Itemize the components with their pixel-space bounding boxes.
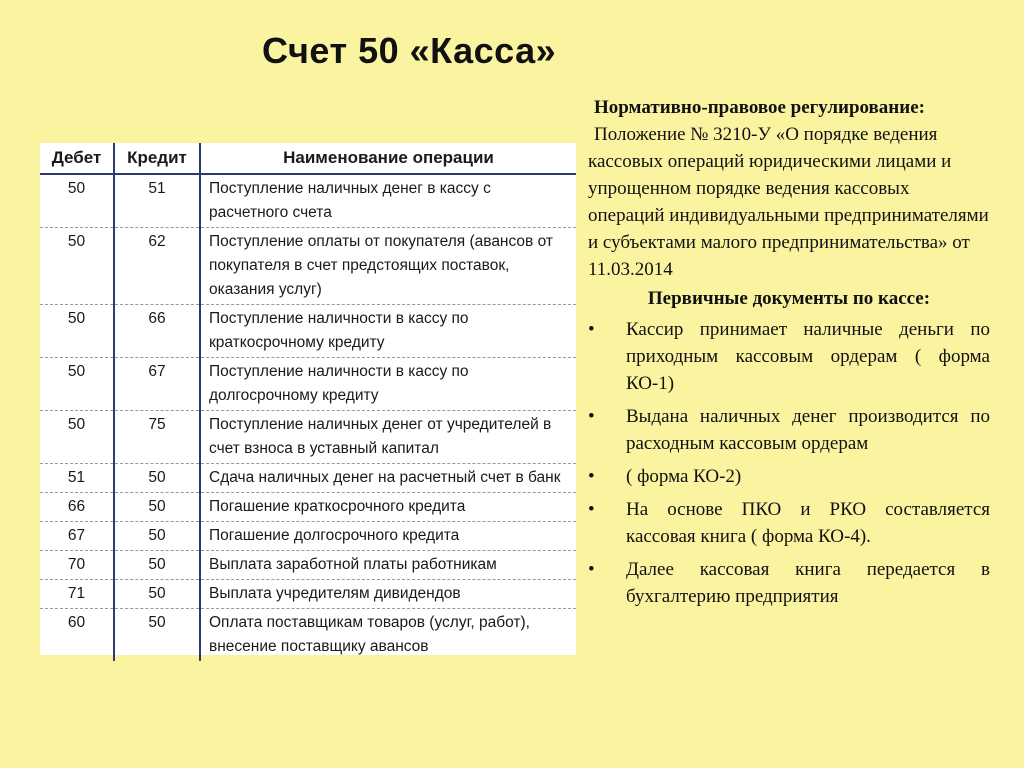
operations-table-container: [40, 143, 576, 655]
operation-cell: Поступление наличности в кассу по краткосрочному кредиту: [209, 310, 469, 351]
credit-cell: 50: [114, 580, 200, 609]
operation-cell: Выплата заработной платы работникам: [209, 556, 497, 573]
debit-cell: 50: [40, 411, 114, 464]
bullet-icon: •: [588, 466, 595, 487]
debit-cell: 60: [40, 609, 114, 662]
debit-cell: 71: [40, 580, 114, 609]
table-row: [40, 305, 576, 358]
debit-cell: 50: [40, 228, 114, 305]
table-row: [40, 493, 576, 522]
operations-table: [40, 143, 576, 661]
operation-cell: Поступление оплаты от покупателя (авансов от покупателя в счет предстоящих поставок, оказания услуг): [209, 233, 553, 298]
table-row: [40, 411, 576, 464]
credit-cell: 50: [114, 609, 200, 662]
primary-docs-heading: Первичные документы по кассе:: [647, 288, 931, 309]
info-panel: [588, 94, 990, 616]
table-row: [40, 174, 576, 228]
header-credit: Кредит: [114, 143, 200, 174]
list-item-text: На основе ПКО и РКО составляется кассовая книга ( форма КО-4).: [626, 499, 990, 547]
credit-cell: 50: [114, 522, 200, 551]
primary-docs-list: [588, 316, 990, 610]
debit-cell: 67: [40, 522, 114, 551]
table-row: [40, 358, 576, 411]
debit-cell: 70: [40, 551, 114, 580]
credit-cell: 67: [114, 358, 200, 411]
debit-cell: 50: [40, 305, 114, 358]
operation-cell: Сдача наличных денег на расчетный счет в банк: [209, 469, 561, 486]
credit-cell: 51: [114, 174, 200, 228]
operation-cell: Выплата учредителям дивидендов: [209, 585, 461, 602]
operation-cell: Погашение долгосрочного кредита: [209, 527, 460, 544]
operation-cell: Поступление наличных денег в кассу с расчетного счета: [209, 180, 491, 221]
table-row: [40, 609, 576, 662]
list-item-text: Выдана наличных денег производится по расходным кассовым ордерам: [626, 406, 990, 454]
bullet-icon: •: [588, 499, 595, 520]
header-debit: Дебет: [40, 143, 114, 174]
list-item-text: ( форма КО-2): [626, 466, 742, 487]
credit-cell: 75: [114, 411, 200, 464]
list-item: [588, 403, 990, 457]
table-header-row: [40, 143, 576, 174]
list-item-text: Кассир принимает наличные деньги по приходным кассовым ордерам ( форма КО-1): [626, 319, 990, 394]
table-row: [40, 228, 576, 305]
credit-cell: 50: [114, 551, 200, 580]
operation-cell: Погашение краткосрочного кредита: [209, 498, 466, 515]
table-row: [40, 580, 576, 609]
bullet-icon: •: [588, 406, 595, 427]
operation-cell: Поступление наличности в кассу по долгосрочному кредиту: [209, 363, 469, 404]
bullet-icon: •: [588, 319, 595, 340]
credit-cell: 50: [114, 464, 200, 493]
table-row: [40, 464, 576, 493]
list-item: [588, 463, 990, 490]
table-row: [40, 522, 576, 551]
list-item: [588, 496, 990, 550]
debit-cell: 50: [40, 174, 114, 228]
table-row: [40, 551, 576, 580]
list-item: [588, 556, 990, 610]
debit-cell: 51: [40, 464, 114, 493]
regulation-text: Положение № 3210-У «О порядке ведения кассовых операций юридическими лицами и упрощенном порядке ведения кассовых операций индивидуальными предпринимателями и субъектами малого предпринимательства» от 11.03.2014: [588, 124, 989, 280]
regulation-heading: Нормативно-правовое регулирование:: [594, 97, 925, 118]
operation-cell: Оплата поставщикам товаров (услуг, работ), внесение поставщику авансов: [209, 614, 530, 655]
debit-cell: 66: [40, 493, 114, 522]
operation-cell: Поступление наличных денег от учредителей в счет взноса в уставный капитал: [209, 416, 552, 457]
credit-cell: 62: [114, 228, 200, 305]
credit-cell: 66: [114, 305, 200, 358]
header-operation: Наименование операции: [200, 143, 576, 174]
slide-title: Счет 50 «Касса»: [262, 30, 557, 71]
credit-cell: 50: [114, 493, 200, 522]
list-item-text: Далее кассовая книга передается в бухгалтерию предприятия: [626, 559, 990, 607]
debit-cell: 50: [40, 358, 114, 411]
bullet-icon: •: [588, 559, 595, 580]
list-item: [588, 316, 990, 397]
